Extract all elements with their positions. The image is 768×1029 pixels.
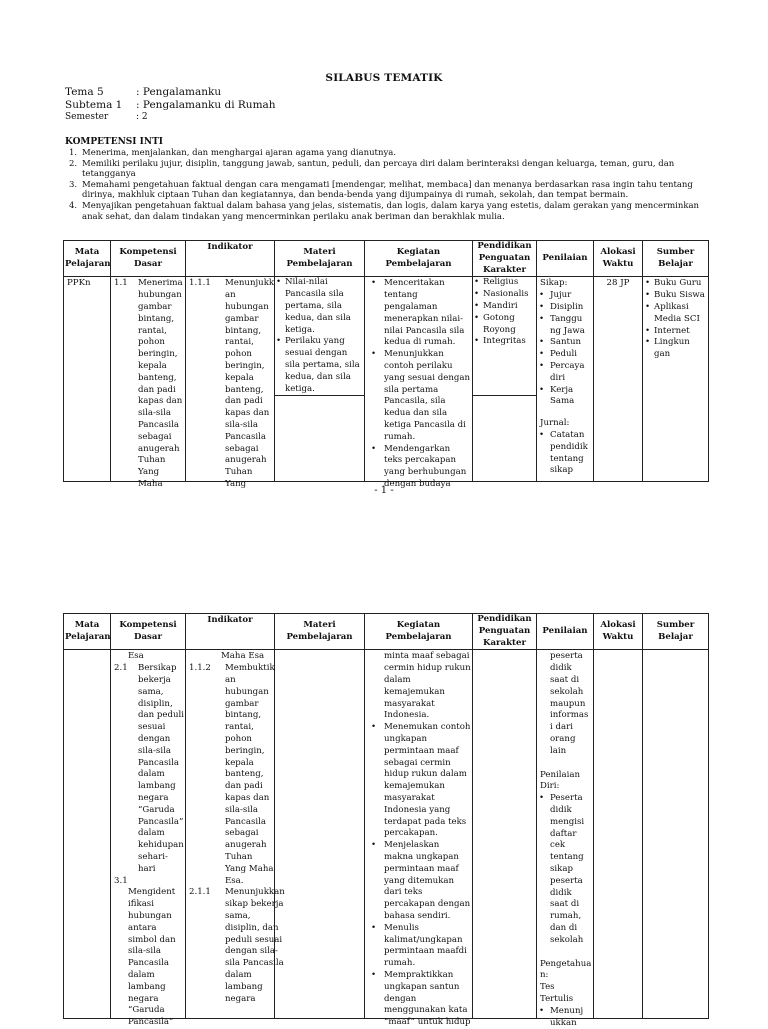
tes-label: Tes Tertulis xyxy=(540,982,574,1004)
syllabus-table-page2 xyxy=(63,613,709,1028)
header-penilaian: Penilaian xyxy=(537,614,594,650)
cell-sumber xyxy=(643,650,709,1019)
list-item: • Religius xyxy=(473,277,536,289)
header-karakter: Pendidikan Penguatan Karakter xyxy=(473,614,537,650)
ki-item: 3. Memahami pengetahuan faktual dengan cara mengamati [mendengar, melihat, membaca] dan menanya berdasarkan rasa ingin tahu tentang dirinya, makhluk ciptaan Tuhan dan kegiatannya, dan benda-benda yang dijumpainya di rumah, sekolah, dan tempat bermain. xyxy=(69,179,693,201)
header-materi: Materi Pembelajaran xyxy=(275,241,365,277)
header-penilaian: Penilaian xyxy=(537,241,594,277)
table-row xyxy=(64,277,709,482)
header-sumber: Sumber Belajar xyxy=(643,614,709,650)
header-sumber: Sumber Belajar xyxy=(643,241,709,277)
list-item: • Menunj ukkan xyxy=(538,1006,592,1029)
ki-item: 4. Menyajikan pengetahuan faktual dalam bahasa yang jelas, sistematis, dan logis, dalam karya yang estetis, dalam gerakan yang mencerminkan anak sehat, dan dalam tindakan yang mencerminkan perilaku anak beriman dan berakhlak mulia. xyxy=(69,200,700,222)
penilaian-diri-label: Penilaian Diri: xyxy=(540,769,581,792)
header-kegiatan: Kegiatan Pembelajaran xyxy=(365,614,473,650)
list-item: • Integritas xyxy=(473,336,536,348)
list-item: • Menulis kalimat/ungkapan permintaan maafdi rumah. xyxy=(366,923,471,970)
ki-heading: KOMPETENSI INTI xyxy=(65,137,163,147)
list-item: • Menceritakan tentang pengalaman menerapkan nilai-nilai Pancasila sila kedua di rumah. xyxy=(366,278,471,349)
page-title: SILABUS TEMATIK xyxy=(325,72,443,84)
syllabus-table-page1 xyxy=(63,240,709,489)
cell-kd: 1.1 Menerima hubungan gambar bintang, rantai, pohon beringin, kepala banteng, dan padi kapas dan sila-sila Pancasila sebagai anugerah Tuhan Yang Maha xyxy=(111,277,186,482)
cell-indikator: Maha Esa 1.1.2 Membuktik an hubungan gambar bintang, rantai, pohon beringin, kepala banteng, dan padi kapas dan sila-sila Pancasila sebagai anugerah Tuhan Yang Maha Esa. 2.1.1 Menunjukkan sikap bekerja sama, disiplin, dan peduli sesuai dengan sila-sila Pancasila dalam lambang negara xyxy=(186,650,275,1019)
list-item: • Aplikasi Media SCI xyxy=(644,302,707,326)
ki-list xyxy=(65,148,707,222)
list-item: • Peserta didik mengisi daftar cek tentang sikap peserta didik saat di rumah, dan di sekolah xyxy=(538,793,592,946)
list-item: • Menemukan contoh ungkapan permintaan maaf sebagai cermin hidup rukun dalam kemajemukan masyarakat Indonesia yang terdapat pada teks percakapan. xyxy=(366,722,471,840)
meta-semester: Semester : 2 xyxy=(65,112,148,122)
penilaian-sikap-label: Sikap: xyxy=(540,278,568,289)
header-kd: Kompetensi Dasar xyxy=(111,241,186,277)
list-item: • Gotong Royong xyxy=(473,313,536,337)
list-item: • Mendengarkan teks percakapan yang berhubungan dengan budaya xyxy=(366,444,471,491)
cell-kegiatan xyxy=(365,277,473,489)
list-item: • Menjelaskan makna ungkapan permintaan maaf yang ditemukan dari teks percakapan dengan bahasa sendiri. xyxy=(366,840,471,923)
list-item: • Jujur xyxy=(538,290,592,302)
list-item: • Nasionalis xyxy=(473,289,536,301)
list-item: • Internet xyxy=(644,326,707,338)
list-item: • Kerja Sama xyxy=(538,385,592,409)
header-indikator: Indikator xyxy=(186,241,275,277)
header-indikator: Indikator xyxy=(186,614,275,650)
table-row xyxy=(64,650,709,1019)
cell-sumber xyxy=(643,277,709,482)
list-item: • Buku Siswa xyxy=(644,290,707,302)
header-kegiatan: Kegiatan Pembelajaran xyxy=(365,241,473,277)
cell-kd: Esa 2.1 Bersikap bekerja sama, disiplin, dan peduli sesuai dengan sila-sila Pancasila dalam lambang negara “Garuda Pancasila” dalam kehidupan sehari-hari 3.1 Mengident ifikasi hubungan antara simbol dan sila-sila Pancasila dalam lambang negara “Garuda Pancasila” xyxy=(111,650,186,1019)
header-karakter: Pendidikan Penguatan Karakter xyxy=(473,241,537,277)
list-item: • Catatan pendidik tentang sikap xyxy=(538,430,592,477)
penilaian-jurnal-label: Jurnal: xyxy=(540,418,570,429)
page-number: - 1 - xyxy=(374,485,394,496)
list-item: • Mandiri xyxy=(473,301,536,313)
cell-alokasi: 28 JP xyxy=(594,277,643,482)
pengetahuan-label: Pengetahua n: xyxy=(540,958,592,981)
cell-materi xyxy=(275,650,365,1019)
list-item: • Peduli xyxy=(538,349,592,361)
list-item: • Mempraktikkan ungkapan santun dengan menggunakan kata “maaf” untuk hidup xyxy=(366,970,471,1029)
header-alokasi: Alokasi Waktu xyxy=(594,241,643,277)
list-item: • Menunjukkan contoh perilaku yang sesuai dengan sila pertama Pancasila, sila kedua dan sila ketiga Pancasila di rumah. xyxy=(366,349,471,443)
list-item: • Disiplin xyxy=(538,302,592,314)
header-kd: Kompetensi Dasar xyxy=(111,614,186,650)
meta-theme: Tema 5 : Pengalamanku xyxy=(65,86,222,98)
cell-alokasi xyxy=(594,650,643,1019)
ki-item: 2. Memiliki perilaku jujur, disiplin, tanggung jawab, santun, peduli, dan percaya diri dalam berinteraksi dengan keluarga, teman, guru, dan tetangganya xyxy=(69,158,675,180)
header-mapel: Mata Pelajaran xyxy=(64,241,111,277)
cell-karakter xyxy=(473,650,537,1019)
header-alokasi: Alokasi Waktu xyxy=(594,614,643,650)
header-mapel: Mata Pelajaran xyxy=(64,614,111,650)
list-item: • Perilaku yang sesuai dengan sila pertama, sila kedua, dan sila ketiga. xyxy=(275,336,364,395)
cell-kegiatan: minta maaf sebagai cermin hidup rukun dalam kemajemukan masyarakat Indonesia. • Menemukan contoh ungkapan permintaan maaf sebagai cermin hidup rukun dalam kemajemukan masyarakat Indonesia yang terdapat pada teks percakapan. • Menjelaskan makna ungkapan permintaan maaf yang ditemukan dari teks percakapan dengan bahasa sendiri. • Menulis kalimat/ungkapan permintaan maafdi rumah. • Mempraktikkan ungkapan santun dengan menggunakan kata “maaf” untuk hidup xyxy=(365,650,473,1019)
list-item: • Buku Guru xyxy=(644,278,707,290)
cell-materi xyxy=(275,277,365,482)
list-item: • Percaya diri xyxy=(538,361,592,385)
header-materi: Materi Pembelajaran xyxy=(275,614,365,650)
cell-indikator: 1.1.1 Menunjukk an hubungan gambar bintang, rantai, pohon beringin, kepala banteng, dan padi kapas dan sila-sila Pancasila sebagai anugerah Tuhan Yang xyxy=(186,277,275,482)
cell-penilaian xyxy=(537,277,594,482)
cell-penilaian: peserta didik saat di sekolah maupun informas i dari orang lain Penilaian Diri: • Peserta didik mengisi daftar cek tentang sikap peserta didik saat di rumah, dan di sekolah Pengetahua n: Tes Tertulis • Menunj ukkan xyxy=(537,650,594,1019)
cell-mapel xyxy=(64,650,111,1019)
list-item: • Nilai-nilai Pancasila sila pertama, sila kedua, dan sila ketiga. xyxy=(275,277,364,336)
cell-mapel: PPKn xyxy=(64,277,111,482)
cell-karakter xyxy=(473,277,537,482)
list-item: • Lingkun gan xyxy=(644,337,707,361)
ki-item: 1. Menerima, menjalankan, dan menghargai ajaran agama yang dianutnya. xyxy=(69,148,397,158)
list-item: • Tanggu ng Jawa xyxy=(538,314,592,338)
meta-subtheme: Subtema 1 : Pengalamanku di Rumah xyxy=(65,99,276,111)
list-item: • Santun xyxy=(538,337,592,349)
